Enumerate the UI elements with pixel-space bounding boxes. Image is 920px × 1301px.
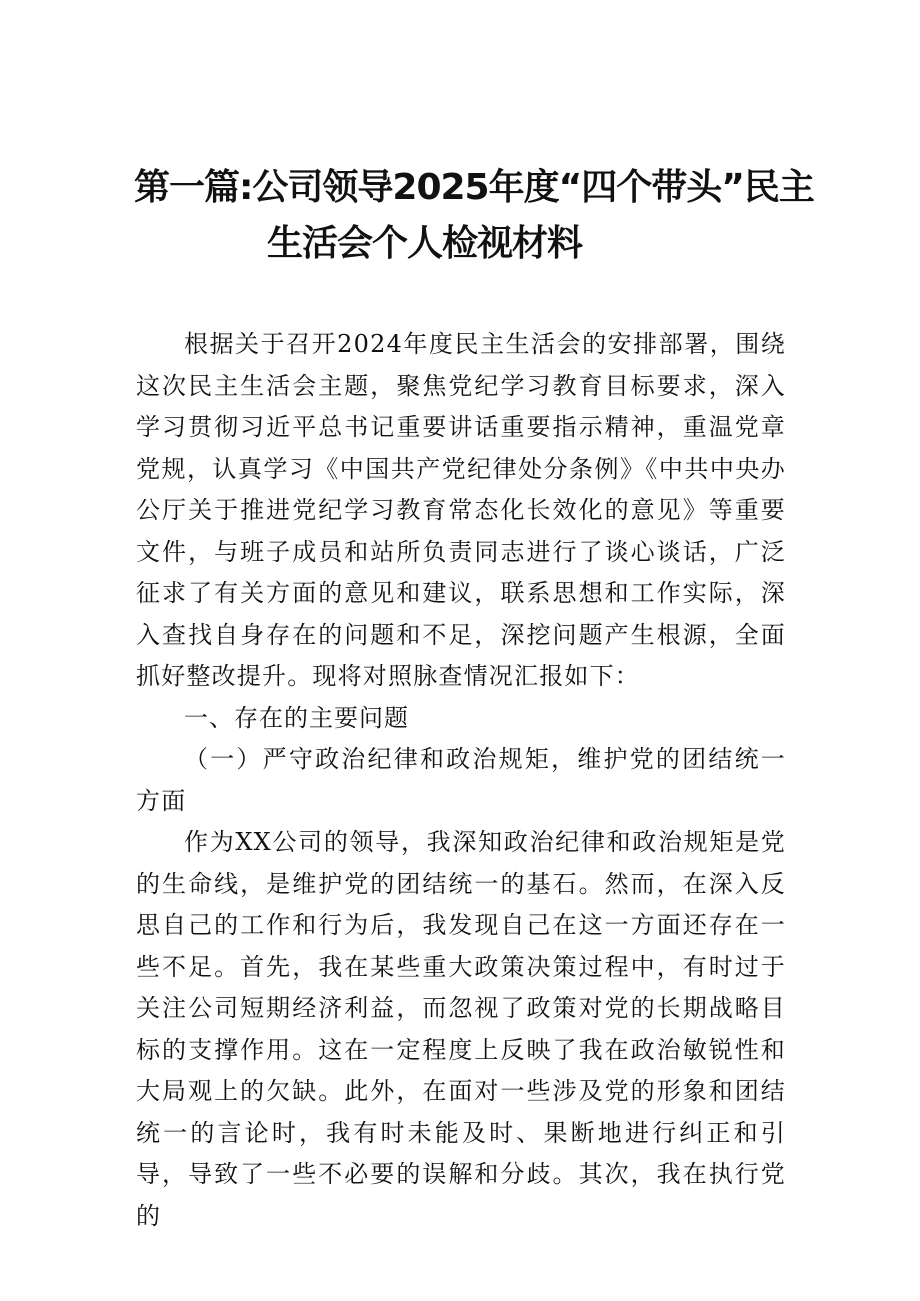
title-line-1: 第一篇:公司领导2025年度“四个带头”民主	[134, 167, 814, 208]
section-heading: 一、存在的主要问题	[184, 703, 409, 732]
title-line-2: 生活会个人检视材料	[267, 223, 583, 264]
intro-paragraph: 根据关于召开2024年度民主生活会的安排部署，围绕这次民主生活会主题，聚焦党纪学习教育目标要求，深入学习贯彻习近平总书记重要讲话重要指示精神，重温党章党规，认真学习《中国共产党纪律处分条例》《中共中央办公厅关于推进党纪学习教育常态化长效化的意见》等重要文件，与班子成员和站所负责同志进行了谈心谈话，广泛征求了有关方面的意见和建议，联系思想和工作实际，深入查找自身存在的问题和不足，深挖问题产生根源，全面抓好整改提升。现将对照脉查情况汇报如下：	[136, 330, 786, 690]
document-title	[0, 160, 920, 272]
subsection-heading: （一）严守政治纪律和政治规矩，维护党的团结统一方面	[136, 745, 786, 815]
body-paragraph: 作为XX公司的领导，我深知政治纪律和政治规矩是党的生命线，是维护党的团结统一的基石。然而，在深入反思自己的工作和行为后，我发现自己在这一方面还存在一些不足。首先，我在某些重大政策决策过程中，有时过于关注公司短期经济利益，而忽视了政策对党的长期战略目标的支撑作用。这在一定程度上反映了我在政治敏锐性和大局观上的欠缺。此外，在面对一些涉及党的形象和团结统一的言论时，我有时未能及时、果断地进行纠正和引导，导致了一些不必要的误解和分歧。其次，我在执行党的	[136, 828, 786, 1230]
document-body	[136, 324, 786, 1237]
